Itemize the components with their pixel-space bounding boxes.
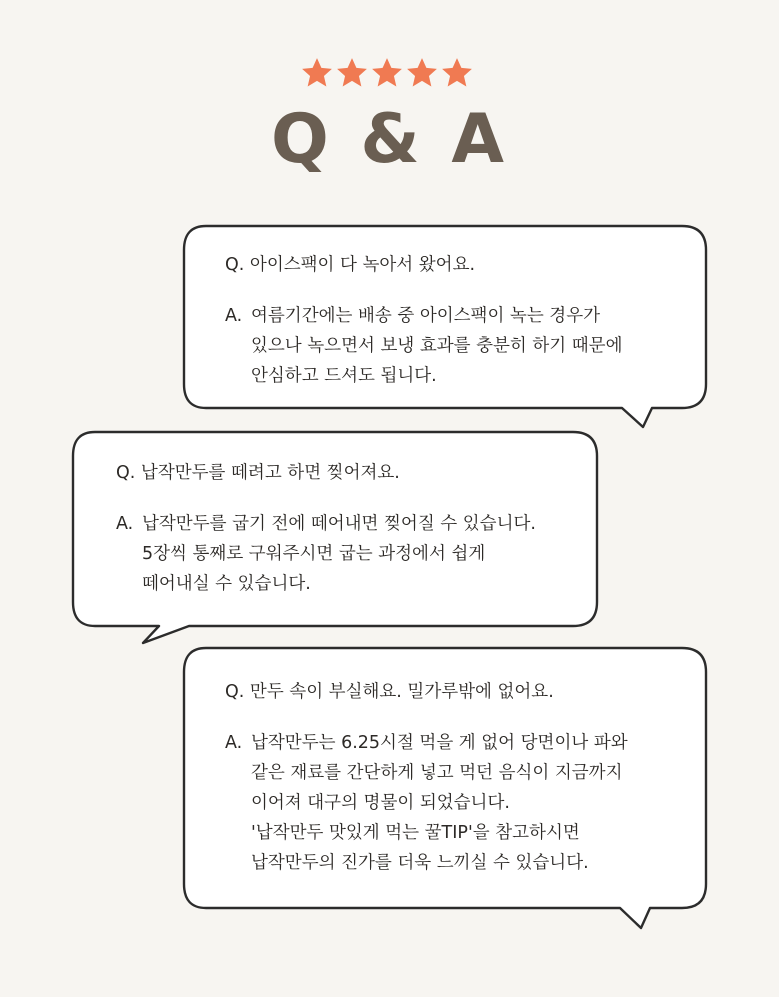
star-icon — [440, 56, 474, 90]
answer-text: A. 여름기간에는 배송 중 아이스팩이 녹는 경우가 있으나 녹으면서 보냉 효과를 충분히 하기 때문에 안심하고 드셔도 됩니다. — [225, 306, 623, 386]
qa-bubble-1 — [182, 224, 708, 430]
question-text: Q. 만두 속이 부실해요. 밀가루밖에 없어요. — [225, 682, 554, 702]
page-title: Q & A — [270, 100, 509, 179]
answer-text: A. 납작만두를 굽기 전에 떼어내면 찢어질 수 있습니다. 5장씩 통째로 구워주시면 굽는 과정에서 쉽게 떼어내실 수 있습니다. — [116, 514, 536, 594]
star-icon — [370, 56, 404, 90]
star-icon — [300, 56, 334, 90]
answer-text: A. 납작만두는 6.25시절 먹을 게 없어 당면이나 파와 같은 재료를 간단하게 넣고 먹던 음식이 지금까지 이어져 대구의 명물이 되었습니다. '납작만두 맛있게 먹는 꿀TIP'을 참고하시면 납작만두의 진가를 더욱 느끼실 수 있습니다. — [225, 733, 628, 873]
question-text: Q. 아이스팩이 다 녹아서 왔어요. — [225, 255, 476, 275]
star-rating — [300, 56, 475, 92]
star-icon — [405, 56, 439, 90]
star-icon — [335, 56, 369, 90]
qa-bubble-2 — [71, 430, 599, 646]
qa-bubble-3 — [182, 646, 708, 930]
question-text: Q. 납작만두를 떼려고 하면 찢어져요. — [116, 463, 400, 483]
